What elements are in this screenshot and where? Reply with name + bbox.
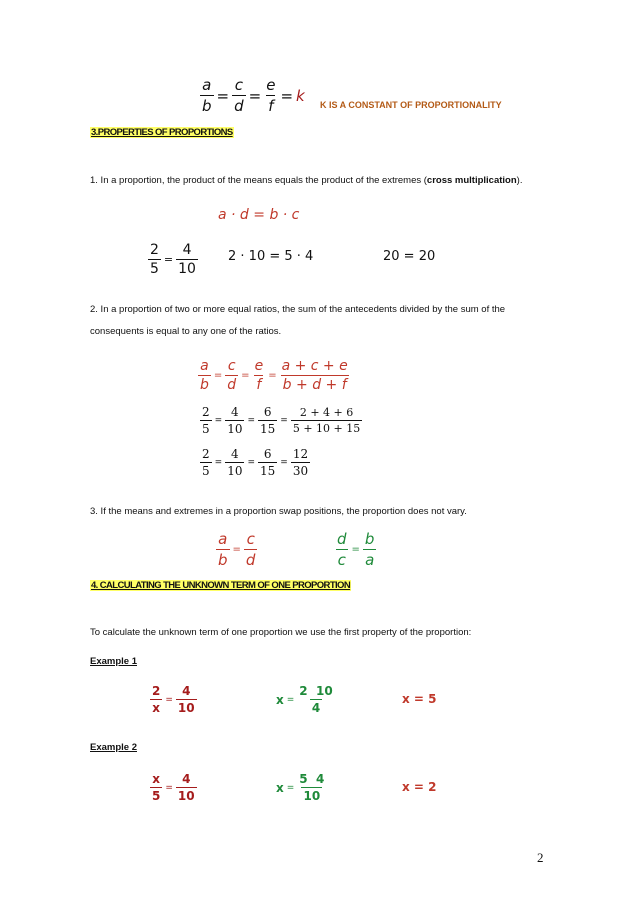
constant-k: k (296, 86, 305, 105)
example-2-proportion: $\frac{x}{5}$ = $\frac{4}{10}$ (152, 772, 195, 803)
sum-result-row: $\frac{2}{5}$ = $\frac{4}{10}$ = $\frac{6}{15}$ = $\frac{12}{30}$ (202, 447, 309, 478)
section-4-intro: To calculate the unknown term of one proportion we use the first property of the proportion: (90, 627, 472, 638)
section-4-heading: 4. CALCULATING THE UNKNOWN TERM OF ONE PROPORTION (91, 580, 351, 591)
sum-example-row: $\frac{2}{5}$ = $\frac{4}{10}$ = $\frac{6}{15}$ = $\frac{2 + 4 + 6}{5 + 10 + 15}$ (202, 405, 361, 436)
property-2-line-1: 2. In a proportion of two or more equal ratios, the sum of the antecedents divided by the sum of the (90, 304, 506, 315)
fraction-e-f: $\frac{e}{f}$ (266, 76, 276, 115)
constant-note: K IS A CONSTANT OF PROPORTIONALITY (320, 100, 502, 110)
example-proportion-2-5: $\frac{2}{5}$ = $\frac{4}{10}$ (150, 242, 196, 277)
sum-of-ratios-formula: $\frac{a}{b}$ = $\frac{c}{d}$ = $\frac{e}{f}$ = $\frac{a + c + e}{b + d + f}$ (200, 358, 348, 393)
example-1-proportion: $\frac{2}{x}$ = $\frac{4}{10}$ (152, 684, 195, 715)
cross-multiplication-formula: a · d = b · c (218, 207, 300, 223)
example-2-calculation: x = $\frac{5 4}{10}$ (276, 772, 325, 803)
swap-swapped-ratio: $\frac{d}{c}$ = $\frac{b}{a}$ (337, 530, 375, 569)
property-3-text: 3. If the means and extremes in a proportion swap positions, the proportion does not vary. (90, 506, 467, 517)
fraction-c-d: $\frac{c}{d}$ (234, 76, 244, 115)
fraction-a-b: $\frac{a}{b}$ (202, 76, 212, 115)
example-cross-product: 2 · 10 = 5 · 4 (228, 249, 314, 264)
constant-formula: $\frac{a}{b}$ = $\frac{c}{d}$ = $\frac{e}{f}$ = k (202, 76, 305, 115)
section-3-heading: 3.PROPERTIES OF PROPORTIONS (91, 127, 233, 138)
page-number: 2 (537, 850, 544, 865)
property-2-line-2: consequents is equal to any one of the ratios. (90, 326, 282, 337)
example-1-calculation: x = $\frac{2 10}{4}$ (276, 684, 333, 715)
example-2-label: Example 2 (90, 742, 137, 753)
property-1-text: 1. In a proportion, the product of the means equals the product of the extremes (cross multiplication). (90, 175, 523, 186)
example-cross-result: 20 = 20 (383, 249, 436, 264)
example-1-result: x = 5 (402, 692, 437, 706)
swap-original-ratio: $\frac{a}{b}$ = $\frac{c}{d}$ (218, 530, 256, 569)
example-1-label: Example 1 (90, 656, 137, 667)
example-2-result: x = 2 (402, 780, 437, 794)
